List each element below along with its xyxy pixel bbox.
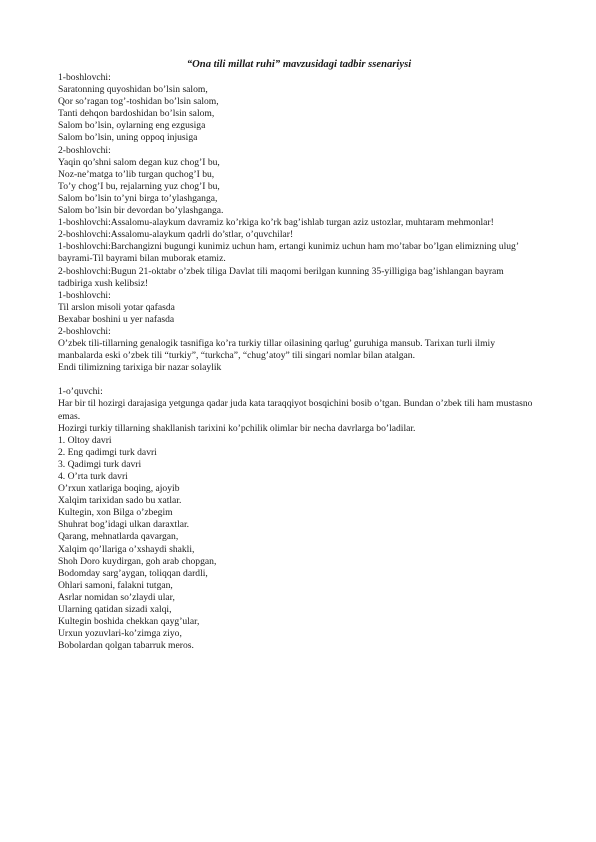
paragraph: 1-boshlovchi:Barchangizni bugungi kunimiz uchun ham, ertangi kunimiz uchun ham mo’tabar bo’lgan elimizning ulug’ bayrami-Til bayrami bilan muborak etamiz. bbox=[58, 241, 519, 265]
opening-verses bbox=[58, 72, 540, 217]
text-line: Salom bo’lsin, uning oppoq injusiga bbox=[58, 132, 198, 144]
paragraph: Endi tilimizning tarixiga bir nazar solaylik bbox=[58, 362, 222, 374]
paragraph: 2-boshlovchi:Bugun 21-oktabr o’zbek tiliga Davlat tili maqomi berilgan kunning 35-yilligiga bag’ishlangan bayram tadbiriga xush kelibsiz! bbox=[58, 265, 504, 289]
poem-line: Shuhrat bog’idagi ulkan daraxtlar. bbox=[58, 519, 190, 531]
text-line: Yaqin qo’shni salom degan kuz chog’I bu, bbox=[58, 156, 220, 168]
poem-line: Xalqim tarixidan sado bu xatlar. bbox=[58, 495, 182, 507]
poem-line: Qarang, mehnatlarda qavargan, bbox=[58, 531, 179, 543]
paragraph: Hozirgi turkiy tillarning shakllanish tarixini ko’pchilik olimlar bir necha davrlarga bo’ladilar. bbox=[58, 422, 416, 434]
list-item: 1. Oltoy davri bbox=[58, 434, 112, 446]
middle-verses bbox=[58, 290, 540, 338]
poem-line: Ularning qatidan sizadi xalqi, bbox=[58, 604, 172, 616]
reader-label: 1-o’quvchi: bbox=[58, 386, 103, 398]
paragraph: 2-boshlovchi:Assalomu-alaykum qadrli do’stlar, o’quvchilar! bbox=[58, 229, 294, 241]
text-line: Saratonning quyoshidan bo’lsin salom, bbox=[58, 84, 208, 96]
text-line: 2-boshlovchi: bbox=[58, 144, 111, 156]
poem-line: Ohlari samoni, falakni tutgan, bbox=[58, 579, 173, 591]
text-line: 1-boshlovchi: bbox=[58, 289, 111, 301]
text-line: Salom bo’lsin to’yni birga to’ylashganga, bbox=[58, 192, 218, 204]
list-item: 4. O’rta turk davri bbox=[58, 471, 128, 482]
text-line: Qor so’ragan tog’-toshidan bo’lsin salom, bbox=[58, 96, 219, 108]
poem-line: Bodomday sarg’aygan, toliqqan dardli, bbox=[58, 567, 208, 579]
poem-line: Kultegin, xon Bilga o’zbegim bbox=[58, 507, 173, 519]
text-line: Til arslon misoli yotar qafasda bbox=[58, 301, 175, 313]
text-line: 2-boshlovchi: bbox=[58, 325, 111, 337]
list-item: 2. Eng qadimgi turk davri bbox=[58, 446, 157, 458]
text-line: Salom bo’lsin, oylarning eng ezgusiga bbox=[58, 120, 206, 132]
closing-poem bbox=[58, 483, 540, 652]
poem-line: Kultegin boshida chekkan qayg’ular, bbox=[58, 616, 200, 628]
text-line: Salom bo’lsin bir devordan bo’ylashganga. bbox=[58, 205, 224, 217]
document-title: “Ona tili millat ruhi” mavzusidagi tadbir ssenariysi bbox=[186, 59, 412, 70]
poem-line: Shoh Doro kuydirgan, goh arab chopgan, bbox=[58, 555, 217, 567]
paragraph: Har bir til hozirgi darajasiga yetgunga qadar juda kata taraqqiyot bosqichini bosib o’tgan. Bundan o’zbek tili ham mustasno emas. bbox=[58, 398, 533, 422]
list-item: 3. Qadimgi turk davri bbox=[58, 458, 142, 470]
text-line: 1-boshlovchi: bbox=[58, 72, 111, 83]
poem-line: Urxun yozuvlari-ko’zimga ziyo, bbox=[58, 628, 182, 640]
poem-line: Xalqim qo’llariga o’xshaydi shakli, bbox=[58, 543, 195, 555]
periods-list bbox=[58, 435, 540, 483]
blank-line bbox=[58, 374, 540, 386]
text-line: To’y chog’I bu, rejalarning yuz chog’I bu, bbox=[58, 180, 220, 192]
poem-line: Asrlar nomidan so’zlaydi ular, bbox=[58, 591, 175, 603]
text-line: Tanti dehqon bardoshidan bo’lsin salom, bbox=[58, 108, 215, 120]
poem-line: O’rxun xatlariga boqing, ajoyib bbox=[58, 483, 180, 495]
text-line: Bexabar boshini u yer nafasda bbox=[58, 313, 175, 325]
text-line: Noz-ne’matga to’lib turgan quchog’I bu, bbox=[58, 168, 215, 180]
poem-line: Bobolardan qolgan tabarruk meros. bbox=[58, 640, 194, 652]
paragraph: O’zbek tili-tillarning genalogik tasnifiga ko’ra turkiy tillar oilasining qarlug’ guruhiga mansub. Tarixan turli ilmiy manbalarda eski o’zbek tili “turkiy”, “turkcha”, “chug’atoy” tili singari nomlar bilan atalgan. bbox=[58, 338, 495, 362]
paragraph: 1-boshlovchi:Assalomu-alaykum davramiz ko’rkiga ko’rk bag’ishlab turgan aziz ustozlar, muhtaram mehmonlar! bbox=[58, 217, 494, 229]
